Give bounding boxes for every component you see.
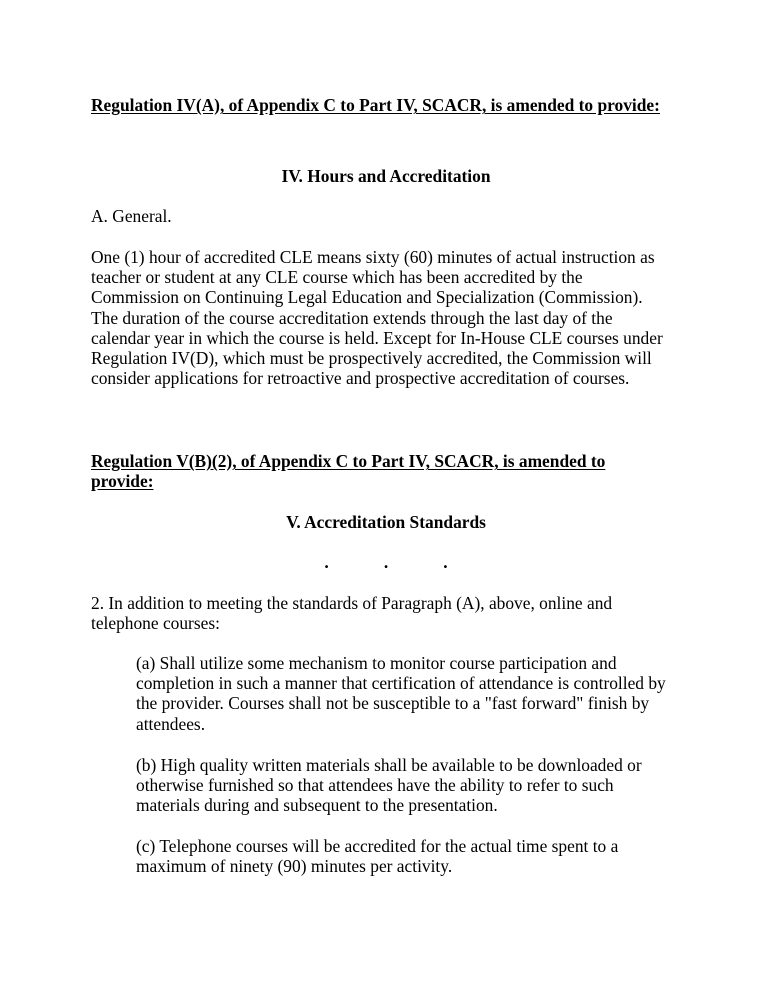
item-c [91, 836, 618, 876]
ellipsis: . . . [324, 552, 448, 572]
item-line: (c) Telephone courses will be accredited for the actual time spent to a [136, 836, 619, 856]
paragraph-line: calendar year in which the course is held. Except for In-House CLE courses under [91, 327, 663, 348]
paragraph-line: Regulation IV(D), which must be prospectively accredited, the Commission will [91, 348, 652, 369]
paragraph-line: teacher or student at any CLE course which has been accredited by the [91, 267, 583, 288]
item-line: the provider. Courses shall not be susceptible to a "fast forward" finish by [136, 693, 650, 714]
item-line: attendees. [136, 713, 206, 734]
regulation-v-heading [91, 451, 605, 491]
heading-line: provide: [91, 471, 154, 492]
paragraph-line: 2. In addition to meeting the standards of Paragraph (A), above, online and [91, 593, 613, 613]
subsection-general: A. General. [91, 206, 172, 226]
heading-line: Regulation V(B)(2), of Appendix C to Part IV, SCACR, is amended to [91, 451, 606, 471]
paragraph-line: telephone courses: [91, 613, 220, 634]
item-line: otherwise furnished so that attendees have the ability to refer to such [136, 775, 614, 796]
paragraph-line: consider applications for retroactive and prospective accreditation of courses. [91, 368, 630, 389]
paragraph-line: One (1) hour of accredited CLE means sixty (60) minutes of actual instruction as [91, 247, 655, 267]
item-a [91, 653, 666, 734]
paragraph-hours-accreditation [91, 247, 663, 388]
item-line: (a) Shall utilize some mechanism to monitor course participation and [136, 653, 617, 673]
section-title-iv: IV. Hours and Accreditation [281, 166, 491, 186]
item-line: materials during and subsequent to the presentation. [136, 795, 498, 816]
paragraph-online-telephone [91, 593, 612, 633]
paragraph-line: The duration of the course accreditation extends through the last day of the [91, 307, 613, 328]
section-title-v: V. Accreditation Standards [286, 512, 486, 532]
paragraph-line: Commission on Continuing Legal Education and Specialization (Commission). [91, 287, 643, 308]
item-line: (b) High quality written materials shall be available to be downloaded or [136, 755, 642, 775]
regulation-iv-heading: Regulation IV(A), of Appendix C to Part IV, SCACR, is amended to provide: [91, 95, 660, 115]
item-line: completion in such a manner that certification of attendance is controlled by [136, 673, 666, 694]
item-line: maximum of ninety (90) minutes per activity. [136, 856, 453, 877]
item-b [91, 755, 642, 816]
